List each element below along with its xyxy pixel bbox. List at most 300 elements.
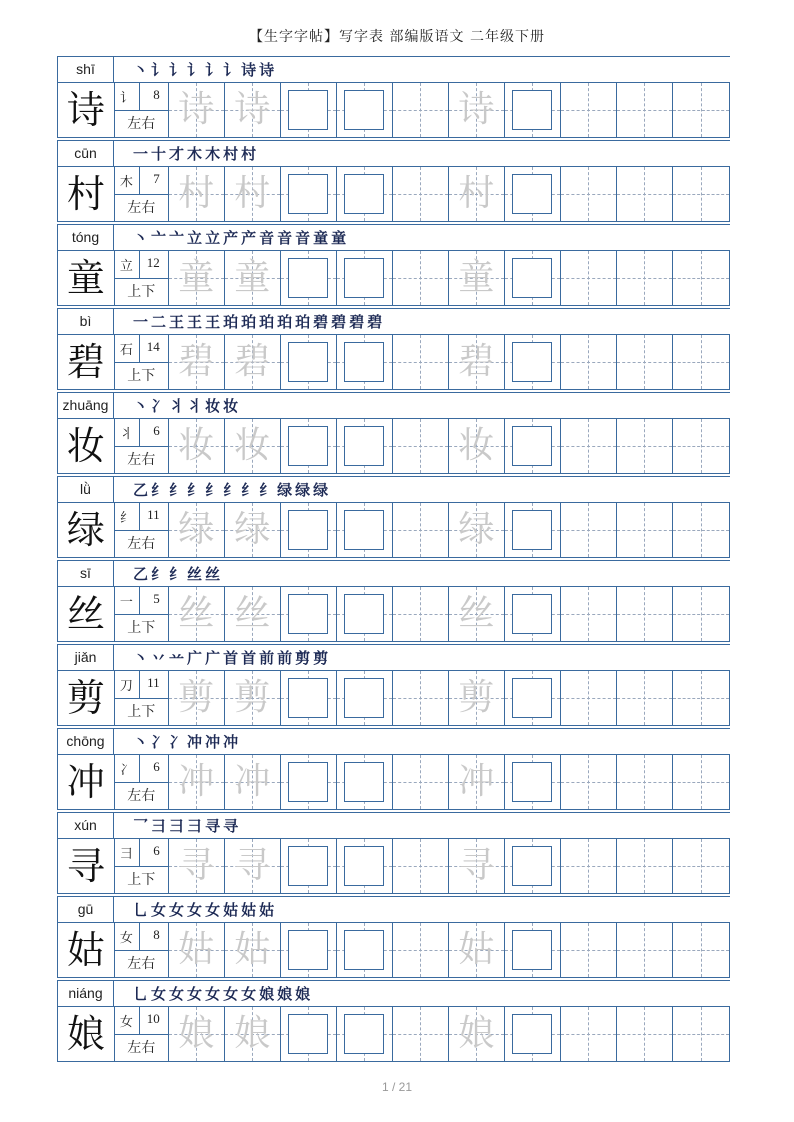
writing-box[interactable] bbox=[344, 342, 384, 382]
stroke-step: 冫 bbox=[151, 733, 168, 751]
practice-cell[interactable] bbox=[673, 587, 729, 641]
practice-cell[interactable] bbox=[225, 335, 281, 389]
pinyin: niáng bbox=[57, 981, 114, 1006]
practice-cell[interactable] bbox=[561, 1007, 617, 1061]
practice-cell[interactable] bbox=[673, 923, 729, 977]
pinyin-line bbox=[57, 476, 730, 503]
practice-cell[interactable] bbox=[505, 755, 561, 809]
practice-cell[interactable] bbox=[169, 335, 225, 389]
stroke-step: 首 bbox=[241, 649, 258, 667]
writing-box[interactable] bbox=[512, 258, 552, 298]
model-char: 碧 bbox=[58, 335, 115, 389]
writing-box[interactable] bbox=[288, 258, 328, 298]
stroke-step: 广 bbox=[187, 649, 204, 667]
practice-cell[interactable] bbox=[169, 923, 225, 977]
practice-cell[interactable] bbox=[505, 335, 561, 389]
practice-cell[interactable] bbox=[169, 167, 225, 221]
stroke-step: 丬 bbox=[187, 397, 204, 415]
writing-box[interactable] bbox=[512, 342, 552, 382]
practice-cell[interactable] bbox=[505, 1007, 561, 1061]
trace-char: 童 bbox=[234, 257, 271, 298]
practice-cell[interactable] bbox=[169, 587, 225, 641]
practice-cell[interactable] bbox=[561, 251, 617, 305]
stroke-step: 珀 bbox=[277, 313, 294, 331]
stroke-step: 彐 bbox=[169, 817, 186, 835]
writing-box[interactable] bbox=[344, 846, 384, 886]
stroke-step: 女 bbox=[241, 985, 258, 1003]
practice-cell[interactable] bbox=[561, 839, 617, 893]
writing-box[interactable] bbox=[344, 678, 384, 718]
model-char: 丝 bbox=[58, 587, 115, 641]
radical: 纟 bbox=[119, 511, 133, 526]
practice-cell[interactable] bbox=[281, 503, 337, 557]
pinyin-line bbox=[57, 56, 730, 83]
practice-cell[interactable] bbox=[281, 1007, 337, 1061]
practice-cell[interactable] bbox=[673, 251, 729, 305]
writing-grid bbox=[57, 922, 730, 978]
practice-cell[interactable] bbox=[225, 83, 281, 137]
stroke-step: 绿 bbox=[295, 481, 312, 499]
model-char: 姑 bbox=[58, 923, 115, 977]
radical: 女 bbox=[119, 931, 133, 946]
stroke-count: 8 bbox=[153, 927, 160, 942]
trace-char: 童 bbox=[178, 257, 215, 298]
practice-cell[interactable] bbox=[169, 1007, 225, 1061]
practice-cell[interactable] bbox=[617, 923, 673, 977]
practice-cell[interactable] bbox=[617, 755, 673, 809]
stroke-step: 诗 bbox=[259, 61, 276, 79]
char-row bbox=[57, 392, 730, 476]
trace-char: 姑 bbox=[458, 929, 495, 970]
practice-cell[interactable] bbox=[281, 251, 337, 305]
stroke-step: 木 bbox=[205, 145, 222, 163]
trace-char: 寻 bbox=[458, 845, 495, 886]
char-row bbox=[57, 476, 730, 560]
stroke-order bbox=[133, 311, 385, 333]
practice-cell[interactable] bbox=[225, 671, 281, 725]
practice-cell[interactable] bbox=[505, 83, 561, 137]
char-info bbox=[115, 755, 169, 809]
stroke-step: 童 bbox=[331, 229, 348, 247]
practice-cell[interactable] bbox=[673, 1007, 729, 1061]
char-row bbox=[57, 56, 730, 140]
practice-cell[interactable] bbox=[449, 167, 505, 221]
trace-char: 丝 bbox=[178, 593, 215, 634]
practice-cell[interactable] bbox=[617, 671, 673, 725]
page-title: 【生字字帖】写字表 部编版语文 二年级下册 bbox=[249, 29, 545, 45]
practice-cell[interactable] bbox=[393, 671, 449, 725]
writing-box[interactable] bbox=[344, 594, 384, 634]
writing-box[interactable] bbox=[288, 510, 328, 550]
writing-grid bbox=[57, 250, 730, 306]
structure: 左右 bbox=[127, 956, 156, 972]
writing-box[interactable] bbox=[344, 762, 384, 802]
trace-char: 妆 bbox=[178, 425, 215, 466]
stroke-step: 丶 bbox=[133, 61, 150, 79]
practice-cell[interactable] bbox=[561, 503, 617, 557]
stroke-count: 11 bbox=[147, 507, 160, 522]
stroke-step: 彐 bbox=[187, 817, 204, 835]
practice-cell[interactable] bbox=[617, 167, 673, 221]
practice-cell[interactable] bbox=[505, 671, 561, 725]
pinyin: gū bbox=[57, 897, 114, 922]
writing-grid bbox=[57, 754, 730, 810]
practice-cell[interactable] bbox=[673, 839, 729, 893]
writing-box[interactable] bbox=[512, 426, 552, 466]
practice-cell[interactable] bbox=[337, 671, 393, 725]
stroke-step: 音 bbox=[277, 229, 294, 247]
practice-cell[interactable] bbox=[449, 83, 505, 137]
char-info bbox=[115, 671, 169, 725]
char-info bbox=[115, 251, 169, 305]
practice-cell[interactable] bbox=[617, 587, 673, 641]
writing-box[interactable] bbox=[288, 678, 328, 718]
trace-char: 丝 bbox=[234, 593, 271, 634]
pinyin: jiǎn bbox=[57, 645, 114, 670]
practice-cell[interactable] bbox=[617, 335, 673, 389]
radical: 冫 bbox=[119, 763, 133, 778]
trace-char: 剪 bbox=[458, 677, 495, 718]
stroke-order bbox=[133, 899, 277, 921]
writing-box[interactable] bbox=[288, 426, 328, 466]
stroke-step: 女 bbox=[223, 985, 240, 1003]
char-info bbox=[115, 419, 169, 473]
writing-box[interactable] bbox=[344, 258, 384, 298]
practice-cell[interactable] bbox=[393, 587, 449, 641]
trace-char: 丝 bbox=[458, 593, 495, 634]
stroke-order bbox=[133, 731, 241, 753]
practice-cell[interactable] bbox=[281, 839, 337, 893]
stroke-step: 娘 bbox=[259, 985, 276, 1003]
stroke-count: 6 bbox=[153, 843, 160, 858]
practice-cell[interactable] bbox=[617, 251, 673, 305]
practice-cell[interactable] bbox=[561, 587, 617, 641]
structure: 上下 bbox=[127, 872, 156, 888]
stroke-step: 立 bbox=[187, 229, 204, 247]
stroke-order bbox=[133, 395, 241, 417]
practice-cell[interactable] bbox=[505, 251, 561, 305]
char-info bbox=[115, 503, 169, 557]
practice-cell[interactable] bbox=[449, 587, 505, 641]
writing-box[interactable] bbox=[344, 1014, 384, 1054]
pinyin: xún bbox=[57, 813, 114, 838]
stroke-step: 讠 bbox=[223, 61, 240, 79]
char-info bbox=[115, 587, 169, 641]
trace-char: 冲 bbox=[458, 761, 495, 802]
practice-cell[interactable] bbox=[169, 83, 225, 137]
char-info bbox=[115, 83, 169, 137]
radical: 立 bbox=[119, 259, 133, 274]
practice-cell[interactable] bbox=[393, 83, 449, 137]
writing-grid bbox=[57, 82, 730, 138]
practice-cell[interactable] bbox=[225, 167, 281, 221]
practice-cell[interactable] bbox=[337, 419, 393, 473]
stroke-step: 讠 bbox=[187, 61, 204, 79]
stroke-step: 纟 bbox=[169, 565, 186, 583]
writing-box[interactable] bbox=[288, 90, 328, 130]
pinyin-line bbox=[57, 392, 730, 419]
stroke-step: 女 bbox=[169, 901, 186, 919]
practice-cell[interactable] bbox=[673, 335, 729, 389]
model-char: 童 bbox=[58, 251, 115, 305]
radical: 石 bbox=[119, 343, 133, 358]
practice-cell[interactable] bbox=[225, 503, 281, 557]
practice-cell[interactable] bbox=[281, 923, 337, 977]
practice-cell[interactable] bbox=[561, 671, 617, 725]
pinyin-line bbox=[57, 560, 730, 587]
trace-char: 绿 bbox=[178, 509, 215, 550]
stroke-order bbox=[133, 983, 313, 1005]
practice-cell[interactable] bbox=[169, 251, 225, 305]
practice-cell[interactable] bbox=[337, 83, 393, 137]
writing-box[interactable] bbox=[512, 510, 552, 550]
writing-box[interactable] bbox=[288, 342, 328, 382]
practice-cell[interactable] bbox=[561, 335, 617, 389]
practice-cell[interactable] bbox=[225, 839, 281, 893]
practice-cell[interactable] bbox=[281, 671, 337, 725]
practice-cell[interactable] bbox=[449, 671, 505, 725]
stroke-step: 产 bbox=[241, 229, 258, 247]
practice-cell[interactable] bbox=[337, 167, 393, 221]
pinyin: zhuāng bbox=[57, 393, 114, 418]
stroke-step: 寻 bbox=[205, 817, 222, 835]
writing-box[interactable] bbox=[512, 174, 552, 214]
practice-cell[interactable] bbox=[281, 419, 337, 473]
stroke-step: 丶 bbox=[133, 649, 150, 667]
practice-cell[interactable] bbox=[561, 419, 617, 473]
writing-box[interactable] bbox=[288, 174, 328, 214]
structure: 左右 bbox=[127, 536, 156, 552]
writing-grid bbox=[57, 838, 730, 894]
stroke-step: 纟 bbox=[223, 481, 240, 499]
practice-cell[interactable] bbox=[281, 167, 337, 221]
trace-char: 绿 bbox=[458, 509, 495, 550]
writing-grid bbox=[57, 418, 730, 474]
stroke-step: 讠 bbox=[169, 61, 186, 79]
stroke-step: 讠 bbox=[205, 61, 222, 79]
writing-box[interactable] bbox=[512, 930, 552, 970]
pinyin: sī bbox=[57, 561, 114, 586]
practice-cell[interactable] bbox=[393, 503, 449, 557]
pinyin: tóng bbox=[57, 225, 114, 250]
writing-box[interactable] bbox=[288, 762, 328, 802]
writing-box[interactable] bbox=[288, 1014, 328, 1054]
practice-cell[interactable] bbox=[393, 839, 449, 893]
practice-cell[interactable] bbox=[169, 755, 225, 809]
practice-cell[interactable] bbox=[393, 167, 449, 221]
practice-cell[interactable] bbox=[505, 503, 561, 557]
writing-box[interactable] bbox=[344, 426, 384, 466]
stroke-step: 立 bbox=[205, 229, 222, 247]
writing-box[interactable] bbox=[288, 594, 328, 634]
practice-cell[interactable] bbox=[337, 587, 393, 641]
pinyin-line bbox=[57, 896, 730, 923]
practice-cell[interactable] bbox=[337, 839, 393, 893]
practice-cell[interactable] bbox=[225, 587, 281, 641]
practice-cell[interactable] bbox=[393, 923, 449, 977]
practice-cell[interactable] bbox=[673, 167, 729, 221]
practice-cell[interactable] bbox=[561, 83, 617, 137]
stroke-step: 冲 bbox=[205, 733, 222, 751]
practice-cell[interactable] bbox=[393, 251, 449, 305]
practice-cell[interactable] bbox=[393, 1007, 449, 1061]
trace-char: 碧 bbox=[458, 341, 495, 382]
pinyin-line bbox=[57, 980, 730, 1007]
stroke-order bbox=[133, 227, 349, 249]
structure: 左右 bbox=[127, 1040, 156, 1056]
writing-box[interactable] bbox=[344, 174, 384, 214]
practice-cell[interactable] bbox=[337, 503, 393, 557]
writing-box[interactable] bbox=[512, 678, 552, 718]
writing-box[interactable] bbox=[344, 90, 384, 130]
stroke-step: 一 bbox=[133, 145, 150, 163]
practice-cell[interactable] bbox=[169, 671, 225, 725]
practice-cell[interactable] bbox=[449, 839, 505, 893]
practice-cell[interactable] bbox=[505, 167, 561, 221]
pinyin-line bbox=[57, 644, 730, 671]
char-info bbox=[115, 839, 169, 893]
stroke-order bbox=[133, 143, 259, 165]
trace-char: 冲 bbox=[178, 761, 215, 802]
writing-box[interactable] bbox=[344, 930, 384, 970]
practice-cell[interactable] bbox=[617, 419, 673, 473]
stroke-step: 女 bbox=[151, 901, 168, 919]
char-info bbox=[115, 167, 169, 221]
practice-cell[interactable] bbox=[449, 251, 505, 305]
writing-grid bbox=[57, 1006, 730, 1062]
practice-cell[interactable] bbox=[505, 419, 561, 473]
stroke-step: 丷 bbox=[151, 649, 168, 667]
model-char: 妆 bbox=[58, 419, 115, 473]
practice-cell[interactable] bbox=[337, 335, 393, 389]
practice-cell[interactable] bbox=[225, 251, 281, 305]
trace-char: 娘 bbox=[458, 1013, 495, 1054]
structure: 左右 bbox=[127, 452, 156, 468]
trace-char: 娘 bbox=[234, 1013, 271, 1054]
radical: 一 bbox=[119, 595, 133, 610]
practice-cell[interactable] bbox=[337, 251, 393, 305]
stroke-step: 碧 bbox=[331, 313, 348, 331]
practice-cell[interactable] bbox=[281, 755, 337, 809]
writing-box[interactable] bbox=[512, 762, 552, 802]
stroke-count: 10 bbox=[146, 1011, 160, 1026]
char-row bbox=[57, 728, 730, 812]
practice-cell[interactable] bbox=[505, 587, 561, 641]
practice-cell[interactable] bbox=[337, 923, 393, 977]
pinyin-line bbox=[57, 812, 730, 839]
stroke-step: 丬 bbox=[169, 397, 186, 415]
writing-box[interactable] bbox=[288, 930, 328, 970]
practice-cell[interactable] bbox=[617, 83, 673, 137]
char-info bbox=[115, 1007, 169, 1061]
writing-box[interactable] bbox=[344, 510, 384, 550]
writing-box[interactable] bbox=[512, 90, 552, 130]
stroke-order bbox=[133, 647, 331, 669]
stroke-step: 碧 bbox=[367, 313, 384, 331]
practice-cell[interactable] bbox=[449, 755, 505, 809]
practice-cell[interactable] bbox=[225, 1007, 281, 1061]
practice-cell[interactable] bbox=[617, 1007, 673, 1061]
practice-cell[interactable] bbox=[561, 167, 617, 221]
stroke-count: 14 bbox=[146, 339, 160, 354]
stroke-step: 乙 bbox=[133, 481, 150, 499]
practice-cell[interactable] bbox=[225, 755, 281, 809]
stroke-step: 绿 bbox=[313, 481, 330, 499]
practice-cell[interactable] bbox=[393, 755, 449, 809]
practice-cell[interactable] bbox=[281, 83, 337, 137]
practice-cell[interactable] bbox=[673, 419, 729, 473]
trace-char: 绿 bbox=[234, 509, 271, 550]
practice-cell[interactable] bbox=[449, 1007, 505, 1061]
pinyin-line bbox=[57, 728, 730, 755]
stroke-step: 珀 bbox=[259, 313, 276, 331]
writing-box[interactable] bbox=[512, 1014, 552, 1054]
practice-cell[interactable] bbox=[673, 755, 729, 809]
stroke-step: 冲 bbox=[187, 733, 204, 751]
stroke-step: 二 bbox=[151, 313, 168, 331]
stroke-step: 纟 bbox=[205, 481, 222, 499]
stroke-step: 纟 bbox=[187, 481, 204, 499]
practice-cell[interactable] bbox=[673, 83, 729, 137]
practice-cell[interactable] bbox=[617, 839, 673, 893]
stroke-step: 碧 bbox=[349, 313, 366, 331]
stroke-step: 女 bbox=[187, 901, 204, 919]
stroke-step: 娘 bbox=[295, 985, 312, 1003]
trace-char: 娘 bbox=[178, 1013, 215, 1054]
practice-cell[interactable] bbox=[505, 923, 561, 977]
model-char: 诗 bbox=[58, 83, 115, 137]
writing-box[interactable] bbox=[512, 594, 552, 634]
writing-box[interactable] bbox=[288, 846, 328, 886]
stroke-order bbox=[133, 479, 331, 501]
practice-cell[interactable] bbox=[505, 839, 561, 893]
stroke-step: 纟 bbox=[151, 565, 168, 583]
practice-cell[interactable] bbox=[225, 923, 281, 977]
practice-cell[interactable] bbox=[673, 503, 729, 557]
trace-char: 诗 bbox=[234, 89, 271, 130]
stroke-step: 纟 bbox=[151, 481, 168, 499]
practice-cell[interactable] bbox=[617, 503, 673, 557]
practice-cell[interactable] bbox=[281, 587, 337, 641]
practice-cell[interactable] bbox=[561, 923, 617, 977]
practice-cell[interactable] bbox=[225, 419, 281, 473]
stroke-step: 首 bbox=[223, 649, 240, 667]
practice-cell[interactable] bbox=[169, 503, 225, 557]
pinyin-line bbox=[57, 140, 730, 167]
practice-cell[interactable] bbox=[673, 671, 729, 725]
trace-char: 姑 bbox=[234, 929, 271, 970]
practice-cell[interactable] bbox=[561, 755, 617, 809]
model-char: 村 bbox=[58, 167, 115, 221]
practice-cell[interactable] bbox=[393, 335, 449, 389]
practice-cell[interactable] bbox=[449, 923, 505, 977]
practice-cell[interactable] bbox=[337, 1007, 393, 1061]
stroke-step: 女 bbox=[187, 985, 204, 1003]
practice-cell[interactable] bbox=[449, 335, 505, 389]
practice-cell[interactable] bbox=[449, 419, 505, 473]
practice-cell[interactable] bbox=[169, 419, 225, 473]
practice-cell[interactable] bbox=[393, 419, 449, 473]
practice-cell[interactable] bbox=[281, 335, 337, 389]
stroke-step: 碧 bbox=[313, 313, 330, 331]
writing-box[interactable] bbox=[512, 846, 552, 886]
stroke-order bbox=[133, 815, 241, 837]
practice-cell[interactable] bbox=[337, 755, 393, 809]
structure: 上下 bbox=[127, 368, 156, 384]
practice-cell[interactable] bbox=[449, 503, 505, 557]
structure: 左右 bbox=[127, 788, 156, 804]
practice-cell[interactable] bbox=[169, 839, 225, 893]
